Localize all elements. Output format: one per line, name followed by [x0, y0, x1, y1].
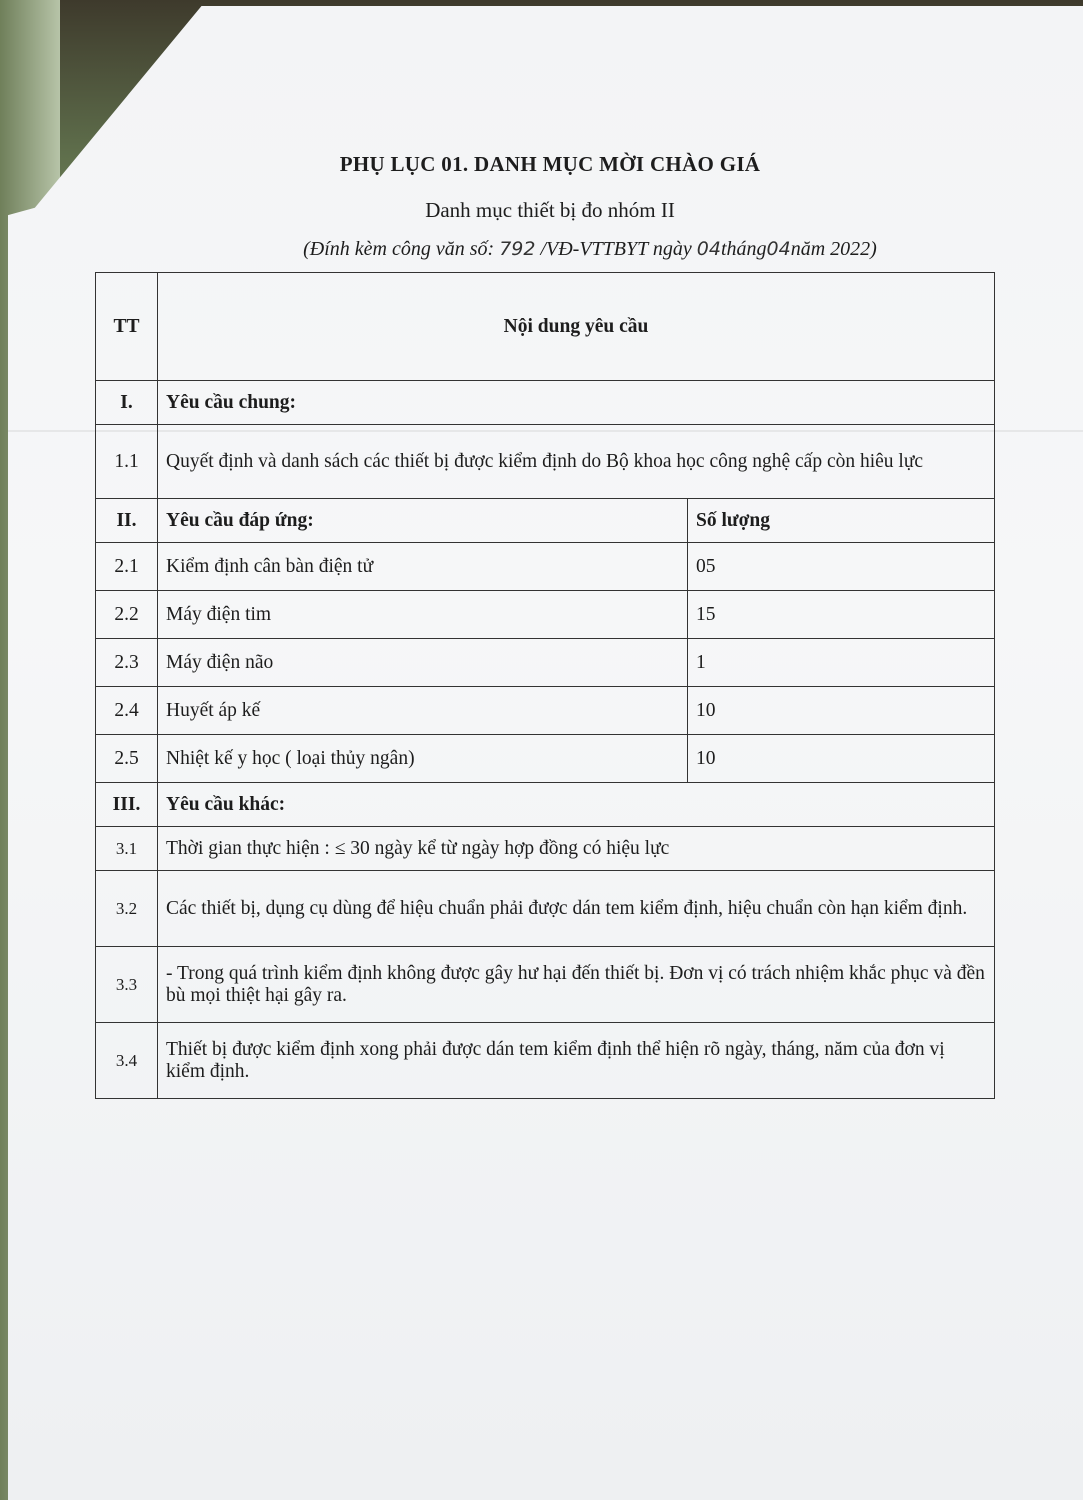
section-3-label: Yêu cầu khác: — [158, 783, 995, 827]
item-qty: 1 — [688, 639, 995, 687]
item-tt: 2.3 — [96, 639, 158, 687]
item-qty: 15 — [688, 591, 995, 639]
other-tt: 3.2 — [96, 871, 158, 947]
table-header-row — [96, 273, 995, 381]
item-name: Nhiệt kế y học ( loại thủy ngân) — [158, 735, 688, 783]
item-name: Kiểm định cân bàn điện tử — [158, 543, 688, 591]
section-1-tt: I. — [96, 381, 158, 425]
requirements-table — [95, 272, 995, 1099]
reference-month-handwritten: 04 — [766, 238, 791, 260]
item-tt: 2.4 — [96, 687, 158, 735]
table-row — [96, 591, 995, 639]
reference-number-handwritten: 792 — [499, 238, 536, 260]
item-qty: 05 — [688, 543, 995, 591]
other-text: Thời gian thực hiện : ≤ 30 ngày kể từ ngày hợp đồng có hiệu lực — [158, 827, 995, 871]
item-tt: 2.5 — [96, 735, 158, 783]
document-title: PHỤ LỤC 01. DANH MỤC MỜI CHÀO GIÁ — [339, 152, 761, 176]
header-content: Nội dung yêu cầu — [158, 273, 995, 381]
table-row — [96, 543, 995, 591]
item-qty: 10 — [688, 735, 995, 783]
other-text: Thiết bị được kiểm định xong phải được dán tem kiểm định thể hiện rõ ngày, tháng, năm của đơn vị kiểm định. — [158, 1023, 995, 1099]
item-name: Máy điện não — [158, 639, 688, 687]
document-reference — [140, 238, 1040, 261]
other-tt: 3.1 — [96, 827, 158, 871]
table-row — [96, 871, 995, 947]
reference-prefix: (Đính kèm công văn số: — [303, 238, 500, 260]
other-text: Các thiết bị, dụng cụ dùng để hiệu chuẩn phải được dán tem kiểm định, hiệu chuẩn còn hạn kiểm định. — [158, 871, 995, 947]
table-row — [96, 1023, 995, 1099]
reference-middle: /VĐ-VTTBYT ngày — [535, 238, 697, 260]
row-1-1-tt: 1.1 — [96, 425, 158, 499]
item-name: Huyết áp kế — [158, 687, 688, 735]
table-row — [96, 947, 995, 1023]
table-row — [96, 735, 995, 783]
reference-month-label: tháng — [720, 238, 767, 260]
item-tt: 2.2 — [96, 591, 158, 639]
item-tt: 2.1 — [96, 543, 158, 591]
table-row — [96, 687, 995, 735]
other-text: - Trong quá trình kiểm định không được gây hư hại đến thiết bị. Đơn vị có trách nhiệm khắc phục và đền bù mọi thiệt hại gây ra. — [158, 947, 995, 1023]
table-row — [96, 827, 995, 871]
section-2-tt: II. — [96, 499, 158, 543]
table-row — [96, 639, 995, 687]
document-subtitle: Danh mục thiết bị đo nhóm II — [425, 198, 675, 222]
reference-day-handwritten: 04 — [696, 238, 721, 260]
item-qty: 10 — [688, 687, 995, 735]
other-tt: 3.4 — [96, 1023, 158, 1099]
row-1-1-text: Quyết định và danh sách các thiết bị được kiểm định do Bộ khoa học công nghệ cấp còn hiêu lực — [158, 425, 995, 499]
item-name: Máy điện tim — [158, 591, 688, 639]
section-row-1 — [96, 381, 995, 425]
header-tt: TT — [96, 273, 158, 381]
section-row-3 — [96, 783, 995, 827]
reference-year: năm 2022) — [790, 238, 877, 260]
table-row — [96, 425, 995, 499]
quantity-header: Số lượng — [688, 499, 995, 543]
section-1-label: Yêu cầu chung: — [158, 381, 995, 425]
section-row-2 — [96, 499, 995, 543]
other-tt: 3.3 — [96, 947, 158, 1023]
section-3-tt: III. — [96, 783, 158, 827]
section-2-label: Yêu cầu đáp ứng: — [158, 499, 688, 543]
